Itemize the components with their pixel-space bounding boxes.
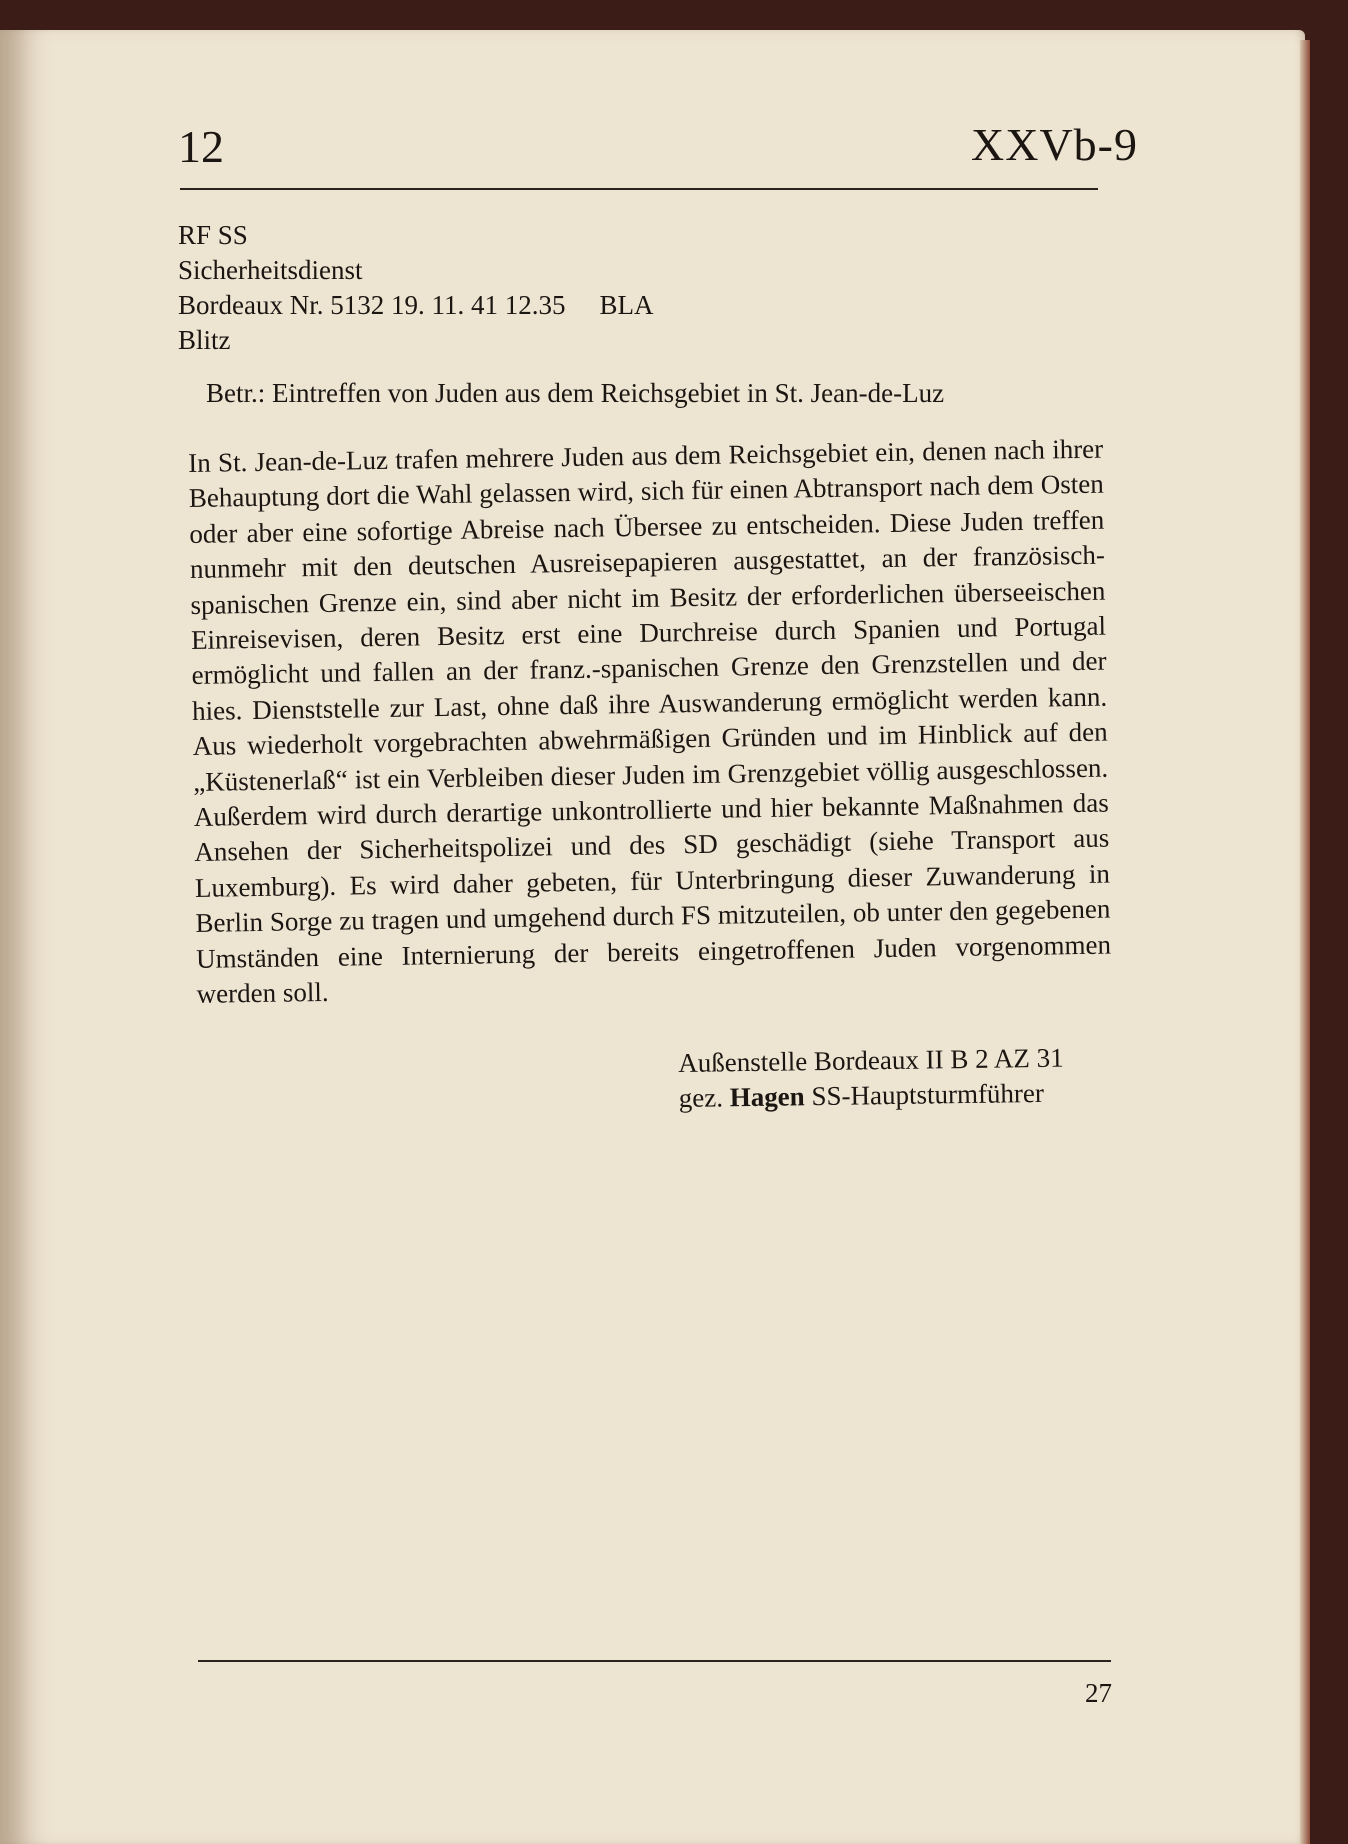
sender-line-1: RF SS bbox=[178, 220, 248, 250]
signature-rank: SS-Hauptsturmführer bbox=[811, 1077, 1045, 1112]
footer-rule bbox=[198, 1660, 1111, 1662]
sender-line-3-code: BLA bbox=[599, 290, 654, 320]
page-number: 12 bbox=[178, 121, 224, 172]
page-edge bbox=[1300, 40, 1310, 1844]
signature-name: Hagen bbox=[729, 1081, 805, 1113]
header-rule bbox=[180, 188, 1098, 190]
sender-line-4: Blitz bbox=[178, 325, 231, 355]
body-paragraph: In St. Jean-de-Luz trafen mehrere Juden aus dem Reichsgebiet ein, denen nach ihrer Behauptung dort die Wahl gelassen wird, sich für einen Abtransport nach dem Osten oder aber eine sofortige Abreise nach Übersee zu entscheiden. Diese Juden treffen nunmehr mit den deutschen Ausreisepapieren ausgestattet, an der französisch-spanischen Grenze ein, sind aber nicht im Besitz der erforderlichen überseeischen Einreisevisen, deren Besitz erst eine Durchreise durch Spanien und Portugal ermöglicht und fallen an der franz.-spanischen Grenze den Grenzstellen und der hies. Dienststelle zur Last, ohne daß ihre Auswanderung ermöglicht werden kann. Aus wiederholt vorgebrachten abwehrmäßigen Gründen und im Hinblick auf den „Küstenerlaß“ ist ein Verbleiben dieser Juden im Grenzgebiet völlig ausgeschlossen. Außerdem wird durch derartige unkontrollierte und hier bekannte Maßnahmen das Ansehen der Sicherheitspolizei und des SD geschädigt (siehe Transport aus Luxemburg). Es wird daher gebeten, für Unterbringung dieser Zuwanderung in Berlin Sorge zu tragen und umgehend durch FS mitzuteilen, ob unter den gegebenen Umständen eine Internierung der bereits eingetroffenen Juden vorgenommen werden soll. bbox=[188, 433, 1112, 1010]
sender-line-3 bbox=[178, 288, 653, 323]
signature-office: Außenstelle Bordeaux II B 2 AZ 31 bbox=[678, 1042, 1064, 1078]
document-code: XXVb-9 bbox=[971, 119, 1138, 170]
signature-line bbox=[678, 1076, 1064, 1116]
sender-block bbox=[178, 218, 653, 358]
sender-line-3-reference: Bordeaux Nr. 5132 19. 11. 41 12.35 bbox=[178, 290, 566, 320]
subject-line: Betr.: Eintreffen von Juden aus dem Reichsgebiet in St. Jean-de-Luz bbox=[206, 378, 945, 408]
signature-prefix: gez. bbox=[678, 1082, 724, 1113]
folio-number: 27 bbox=[1085, 1678, 1112, 1708]
sender-line-2: Sicherheitsdienst bbox=[178, 255, 363, 285]
signature-block bbox=[678, 1041, 1064, 1116]
